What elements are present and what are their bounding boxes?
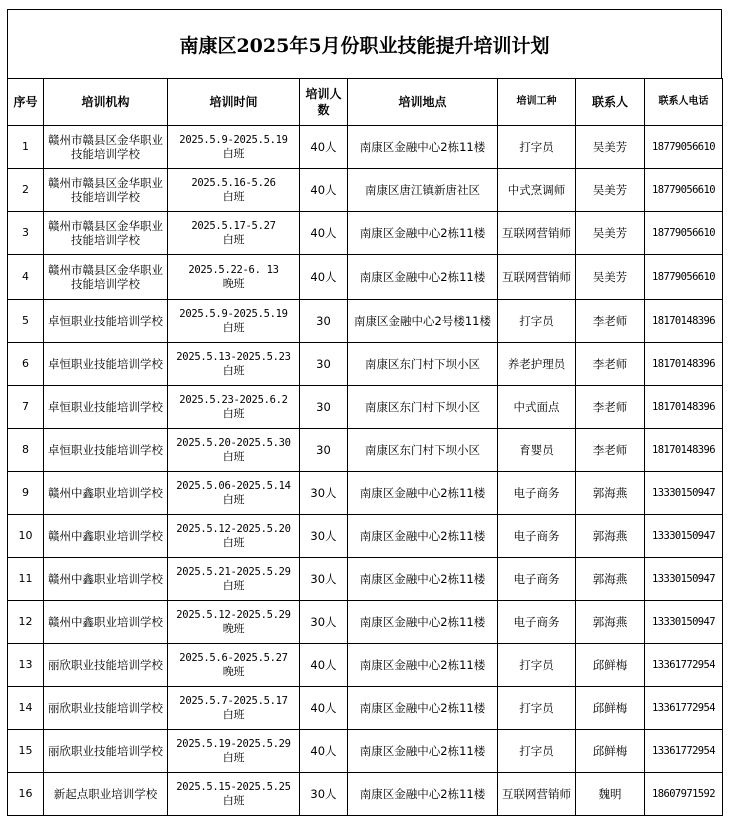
cell-count: 30: [300, 343, 348, 386]
cell-kind: 互联网营销师: [498, 255, 576, 300]
cell-phone: 18170148396: [645, 429, 723, 472]
cell-seq: 10: [8, 515, 44, 558]
cell-seq: 13: [8, 644, 44, 687]
cell-seq: 1: [8, 126, 44, 169]
cell-org: 赣州市赣县区金华职业技能培训学校: [44, 169, 168, 212]
cell-seq: 2: [8, 169, 44, 212]
table-row: [8, 773, 723, 816]
cell-count: 40人: [300, 126, 348, 169]
cell-kind: 电子商务: [498, 601, 576, 644]
cell-location: 南康区金融中心2栋11楼: [348, 558, 498, 601]
training-plan-table: [7, 78, 723, 816]
cell-kind: 打字员: [498, 644, 576, 687]
cell-org: 赣州中鑫职业培训学校: [44, 472, 168, 515]
cell-contact: 郭海燕: [576, 558, 645, 601]
cell-seq: 5: [8, 300, 44, 343]
cell-contact: 邱鲜梅: [576, 730, 645, 773]
cell-kind: 电子商务: [498, 558, 576, 601]
cell-kind: 中式烹调师: [498, 169, 576, 212]
cell-count: 40人: [300, 687, 348, 730]
table-row: [8, 429, 723, 472]
cell-time: [168, 687, 300, 730]
table-row: [8, 558, 723, 601]
cell-contact: 李老师: [576, 429, 645, 472]
cell-org: 赣州中鑫职业培训学校: [44, 601, 168, 644]
cell-org: 丽欣职业技能培训学校: [44, 687, 168, 730]
cell-contact: 吴美芳: [576, 212, 645, 255]
table-header-row: [8, 79, 723, 126]
cell-kind: 中式面点: [498, 386, 576, 429]
cell-contact: 吴美芳: [576, 255, 645, 300]
cell-kind: 育婴员: [498, 429, 576, 472]
cell-location: 南康区金融中心2栋11楼: [348, 773, 498, 816]
cell-kind: 打字员: [498, 300, 576, 343]
cell-count: 30人: [300, 472, 348, 515]
cell-phone: 18170148396: [645, 300, 723, 343]
training-plan-sheet: [7, 9, 722, 816]
cell-org: 赣州市赣县区金华职业技能培训学校: [44, 212, 168, 255]
cell-kind: 养老护理员: [498, 343, 576, 386]
cell-phone: 18779056610: [645, 169, 723, 212]
cell-kind: 电子商务: [498, 472, 576, 515]
time-range: 2025.5.17-5.27: [191, 220, 276, 232]
cell-time: [168, 255, 300, 300]
cell-location: 南康区金融中心2栋11楼: [348, 212, 498, 255]
cell-count: 40人: [300, 169, 348, 212]
cell-seq: 16: [8, 773, 44, 816]
time-shift: 白班: [222, 233, 245, 246]
cell-phone: 13361772954: [645, 644, 723, 687]
time-shift: 白班: [222, 536, 245, 549]
cell-time: [168, 773, 300, 816]
cell-contact: 郭海燕: [576, 515, 645, 558]
time-range: 2025.5.12-2025.5.20: [176, 523, 291, 535]
cell-time: [168, 730, 300, 773]
cell-count: 30: [300, 429, 348, 472]
header-org: 培训机构: [44, 79, 168, 126]
time-shift: 白班: [222, 147, 245, 160]
time-range: 2025.5.21-2025.5.29: [176, 566, 291, 578]
cell-seq: 14: [8, 687, 44, 730]
cell-location: 南康区东门村下坝小区: [348, 386, 498, 429]
time-shift: 白班: [222, 708, 245, 721]
cell-org: 丽欣职业技能培训学校: [44, 730, 168, 773]
cell-kind: 电子商务: [498, 515, 576, 558]
cell-phone: 13361772954: [645, 687, 723, 730]
cell-count: 30人: [300, 558, 348, 601]
cell-org: 卓恒职业技能培训学校: [44, 300, 168, 343]
cell-contact: 吴美芳: [576, 126, 645, 169]
cell-kind: 互联网营销师: [498, 773, 576, 816]
time-shift: 晚班: [222, 277, 245, 290]
time-shift: 白班: [222, 321, 245, 334]
time-shift: 白班: [222, 794, 245, 807]
time-range: 2025.5.12-2025.5.29: [176, 609, 291, 621]
cell-contact: 李老师: [576, 343, 645, 386]
header-kind: 培训工种: [498, 79, 576, 126]
table-row: [8, 386, 723, 429]
cell-seq: 11: [8, 558, 44, 601]
cell-org: 赣州中鑫职业培训学校: [44, 558, 168, 601]
cell-contact: 李老师: [576, 300, 645, 343]
time-range: 2025.5.06-2025.5.14: [176, 480, 291, 492]
cell-kind: 互联网营销师: [498, 212, 576, 255]
cell-phone: 18779056610: [645, 126, 723, 169]
table-row: [8, 601, 723, 644]
time-shift: 白班: [222, 364, 245, 377]
time-range: 2025.5.9-2025.5.19: [179, 134, 288, 146]
cell-time: [168, 212, 300, 255]
header-phone: 联系人电话: [645, 79, 723, 126]
cell-contact: 魏明: [576, 773, 645, 816]
cell-org: 卓恒职业技能培训学校: [44, 343, 168, 386]
cell-count: 30人: [300, 515, 348, 558]
cell-org: 丽欣职业技能培训学校: [44, 644, 168, 687]
cell-phone: 13330150947: [645, 472, 723, 515]
cell-time: [168, 169, 300, 212]
cell-seq: 3: [8, 212, 44, 255]
cell-location: 南康区东门村下坝小区: [348, 429, 498, 472]
cell-count: 40人: [300, 644, 348, 687]
cell-time: [168, 126, 300, 169]
cell-location: 南康区金融中心2栋11楼: [348, 730, 498, 773]
cell-contact: 郭海燕: [576, 601, 645, 644]
time-range: 2025.5.6-2025.5.27: [179, 652, 288, 664]
cell-location: 南康区金融中心2栋11楼: [348, 515, 498, 558]
cell-time: [168, 343, 300, 386]
cell-seq: 12: [8, 601, 44, 644]
cell-count: 40人: [300, 255, 348, 300]
cell-org: 赣州中鑫职业培训学校: [44, 515, 168, 558]
cell-phone: 18779056610: [645, 212, 723, 255]
cell-count: 30人: [300, 773, 348, 816]
cell-contact: 吴美芳: [576, 169, 645, 212]
cell-phone: 13330150947: [645, 601, 723, 644]
cell-kind: 打字员: [498, 687, 576, 730]
cell-count: 40人: [300, 212, 348, 255]
header-count: 培训人数: [300, 79, 348, 126]
cell-seq: 7: [8, 386, 44, 429]
cell-seq: 9: [8, 472, 44, 515]
cell-location: 南康区唐江镇新唐社区: [348, 169, 498, 212]
table-body: [8, 126, 723, 816]
table-row: [8, 644, 723, 687]
time-range: 2025.5.20-2025.5.30: [176, 437, 291, 449]
cell-time: [168, 558, 300, 601]
cell-contact: 李老师: [576, 386, 645, 429]
table-row: [8, 687, 723, 730]
cell-time: [168, 300, 300, 343]
cell-phone: 18779056610: [645, 255, 723, 300]
cell-count: 40人: [300, 730, 348, 773]
sheet-title: 南康区2025年5月份职业技能提升培训计划: [7, 9, 722, 78]
time-range: 2025.5.13-2025.5.23: [176, 351, 291, 363]
cell-count: 30: [300, 300, 348, 343]
cell-phone: 18607971592: [645, 773, 723, 816]
cell-contact: 郭海燕: [576, 472, 645, 515]
header-seq: 序号: [8, 79, 44, 126]
table-row: [8, 343, 723, 386]
time-shift: 白班: [222, 751, 245, 764]
time-shift: 白班: [222, 407, 245, 420]
cell-time: [168, 429, 300, 472]
cell-contact: 邱鲜梅: [576, 687, 645, 730]
cell-phone: 13361772954: [645, 730, 723, 773]
table-row: [8, 300, 723, 343]
cell-location: 南康区金融中心2栋11楼: [348, 255, 498, 300]
time-range: 2025.5.16-5.26: [191, 177, 276, 189]
cell-location: 南康区金融中心2栋11楼: [348, 687, 498, 730]
time-shift: 白班: [222, 579, 245, 592]
table-row: [8, 255, 723, 300]
cell-seq: 4: [8, 255, 44, 300]
time-range: 2025.5.19-2025.5.29: [176, 738, 291, 750]
time-range: 2025.5.9-2025.5.19: [179, 308, 288, 320]
table-row: [8, 126, 723, 169]
cell-location: 南康区金融中心2栋11楼: [348, 472, 498, 515]
cell-time: [168, 515, 300, 558]
cell-seq: 8: [8, 429, 44, 472]
table-row: [8, 169, 723, 212]
table-row: [8, 515, 723, 558]
cell-time: [168, 644, 300, 687]
cell-time: [168, 386, 300, 429]
cell-location: 南康区金融中心2栋11楼: [348, 126, 498, 169]
header-time: 培训时间: [168, 79, 300, 126]
cell-phone: 18170148396: [645, 386, 723, 429]
header-location: 培训地点: [348, 79, 498, 126]
time-range: 2025.5.22-6. 13: [188, 264, 279, 276]
table-row: [8, 472, 723, 515]
time-shift: 白班: [222, 190, 245, 203]
time-range: 2025.5.7-2025.5.17: [179, 695, 288, 707]
cell-phone: 13330150947: [645, 515, 723, 558]
time-range: 2025.5.23-2025.6.2: [179, 394, 288, 406]
cell-org: 赣州市赣县区金华职业技能培训学校: [44, 126, 168, 169]
cell-org: 卓恒职业技能培训学校: [44, 429, 168, 472]
cell-kind: 打字员: [498, 126, 576, 169]
cell-phone: 18170148396: [645, 343, 723, 386]
table-row: [8, 212, 723, 255]
time-shift: 白班: [222, 450, 245, 463]
time-range: 2025.5.15-2025.5.25: [176, 781, 291, 793]
cell-seq: 6: [8, 343, 44, 386]
cell-org: 卓恒职业技能培训学校: [44, 386, 168, 429]
cell-time: [168, 472, 300, 515]
cell-location: 南康区金融中心2栋11楼: [348, 644, 498, 687]
time-shift: 白班: [222, 493, 245, 506]
cell-location: 南康区东门村下坝小区: [348, 343, 498, 386]
cell-count: 30人: [300, 601, 348, 644]
cell-location: 南康区金融中心2号楼11楼: [348, 300, 498, 343]
table-row: [8, 730, 723, 773]
cell-location: 南康区金融中心2栋11楼: [348, 601, 498, 644]
time-shift: 晚班: [222, 622, 245, 635]
cell-count: 30: [300, 386, 348, 429]
time-shift: 晚班: [222, 665, 245, 678]
cell-org: 赣州市赣县区金华职业技能培训学校: [44, 255, 168, 300]
cell-phone: 13330150947: [645, 558, 723, 601]
cell-contact: 邱鲜梅: [576, 644, 645, 687]
header-contact: 联系人: [576, 79, 645, 126]
cell-kind: 打字员: [498, 730, 576, 773]
cell-seq: 15: [8, 730, 44, 773]
cell-org: 新起点职业培训学校: [44, 773, 168, 816]
cell-time: [168, 601, 300, 644]
